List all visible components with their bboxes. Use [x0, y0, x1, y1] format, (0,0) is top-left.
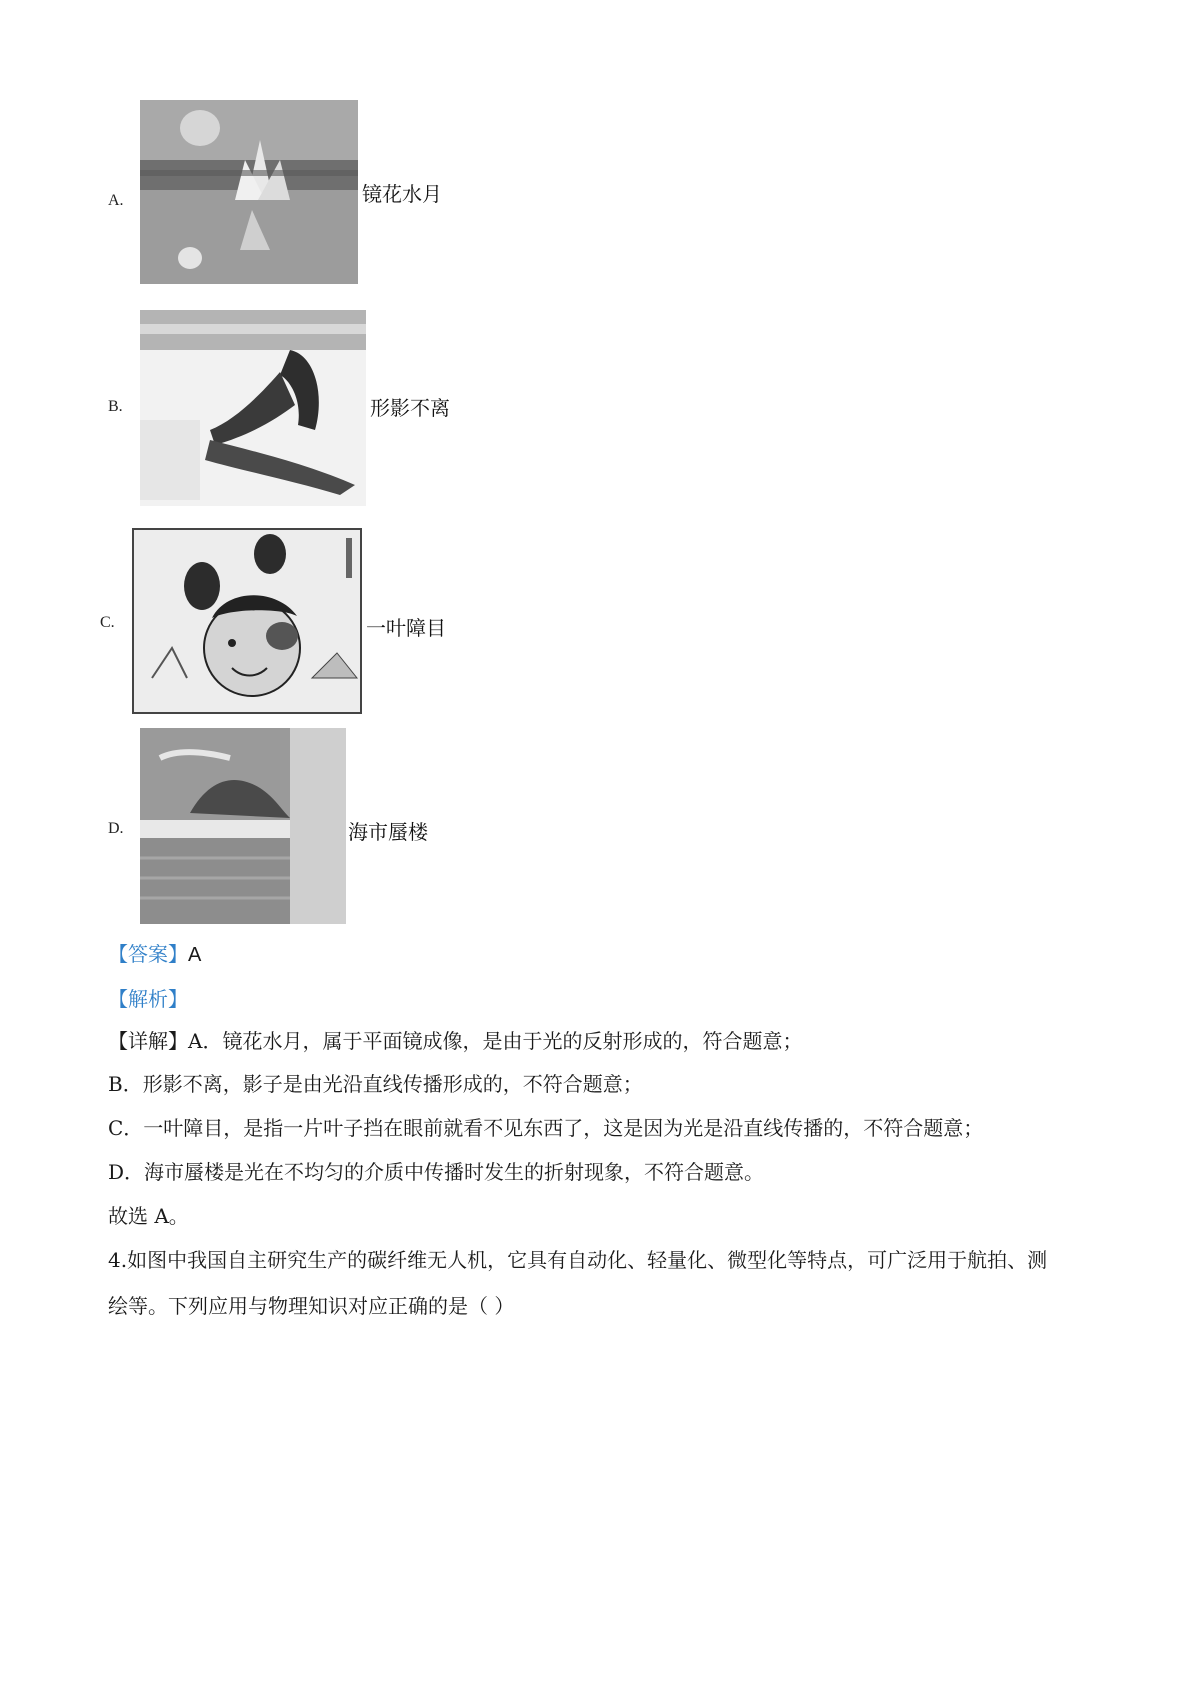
option-c-letter: C.	[100, 614, 115, 631]
option-a-letter: A.	[108, 192, 124, 209]
question4-line2: 绘等。下列应用与物理知识对应正确的是（ ）	[108, 1294, 515, 1318]
conclusion-line: 故选 A。	[108, 1204, 189, 1228]
mirage-over-sea-photo	[140, 728, 346, 924]
person-shadow-photo	[140, 310, 366, 506]
detail-line-d: D．海市蜃楼是光在不均匀的介质中传播时发生的折射现象，不符合题意。	[108, 1160, 765, 1184]
detail-a-text: A．镜花水月，属于平面镜成像，是由于光的反射形成的，符合题意；	[188, 1029, 803, 1053]
option-b-caption: 形影不离	[370, 396, 450, 420]
detail-line-c: C．一叶障目，是指一片叶子挡在眼前就看不见东西了，这是因为光是沿直线传播的，不符合题意；	[108, 1116, 984, 1140]
lotus-moon-reflection-photo	[140, 100, 358, 284]
analysis-label: 【解析】	[108, 987, 188, 1011]
detail-label: 【详解】	[108, 1029, 188, 1053]
option-d-letter: D.	[108, 820, 124, 837]
option-c-caption: 一叶障目	[366, 616, 446, 640]
answer-line	[108, 938, 201, 967]
detail-line-b: B．形影不离，影子是由光沿直线传播形成的，不符合题意；	[108, 1072, 643, 1096]
leaf-over-eye-cartoon	[132, 528, 362, 714]
option-a-caption: 镜花水月	[362, 182, 442, 206]
answer-label: 【答案】	[108, 942, 188, 966]
option-d-caption: 海市蜃楼	[348, 820, 428, 844]
detail-line-a	[108, 1025, 802, 1054]
answer-value: A	[188, 944, 202, 966]
question4-line1: 4.如图中我国自主研究生产的碳纤维无人机，它具有自动化、轻量化、微型化等特点，可广泛用于航拍、测	[108, 1248, 1048, 1272]
option-b-letter: B.	[108, 398, 123, 415]
